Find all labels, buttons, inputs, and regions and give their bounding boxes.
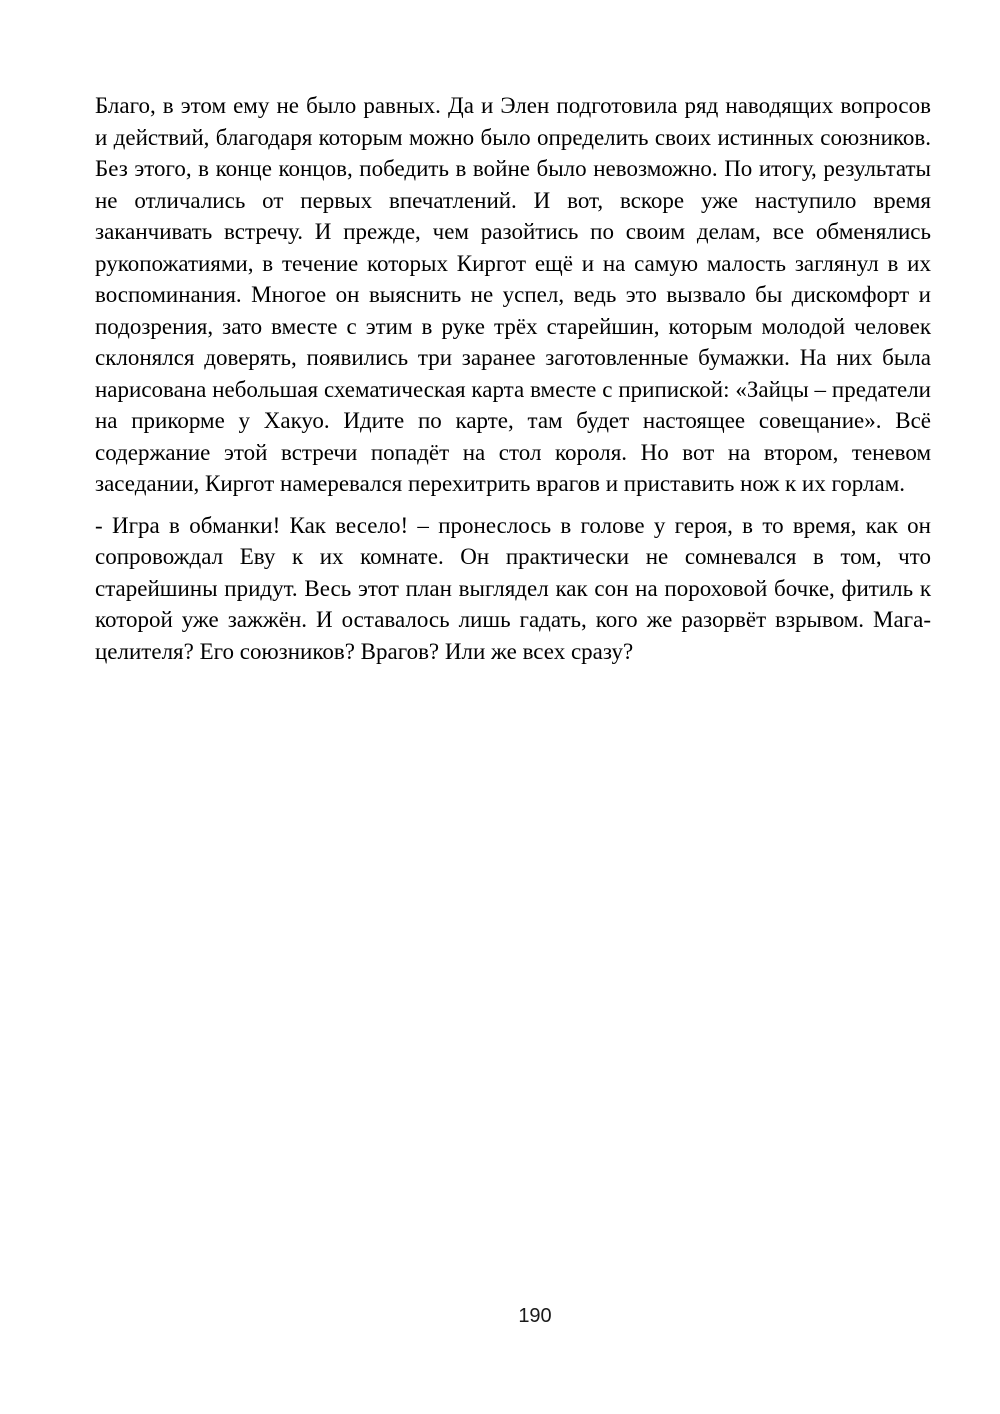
page-text-block — [95, 90, 931, 667]
body-paragraph-1: Благо, в этом ему не было равных. Да и Элен подготовила ряд наводящих вопросов и действий, благодаря которым можно было определить своих истинных союзников. Без этого, в конце концов, победить в войне было невозможно. По итогу, результаты не отличались от первых впечатлений. И вот, вскоре уже наступило время заканчивать встречу. И прежде, чем разойтись по своим делам, все обменялись рукопожатиями, в течение которых Киргот ещё и на самую малость заглянул в их воспоминания. Многое он выяснить не успел, ведь это вызвало бы дискомфорт и подозрения, зато вместе с этим в руке трёх старейшин, которым молодой человек склонялся доверять, появились три заранее заготовленные бумажки. На них была нарисована небольшая схематическая карта вместе с припиской: «Зайцы – предатели на прикорме у Хакуо. Идите по карте, там будет настоящее совещание». Всё содержание этой встречи попадёт на стол короля. Но вот на втором, теневом заседании, Киргот намеревался перехитрить врагов и приставить нож к их горлам. — [95, 93, 931, 496]
page-number: 190 — [518, 1305, 552, 1327]
body-paragraph-2: - Игра в обманки! Как весело! – пронеслось в голове у героя, в то время, как он сопровождал Еву к их комнате. Он практически не сомневался в том, что старейшины придут. Весь этот план выглядел как сон на пороховой бочке, фитиль к которой уже зажжён. И оставалось лишь гадать, кого же разорвёт взрывом. Мага-целителя? Его союзников? Врагов? Или же всех сразу? — [95, 512, 931, 664]
